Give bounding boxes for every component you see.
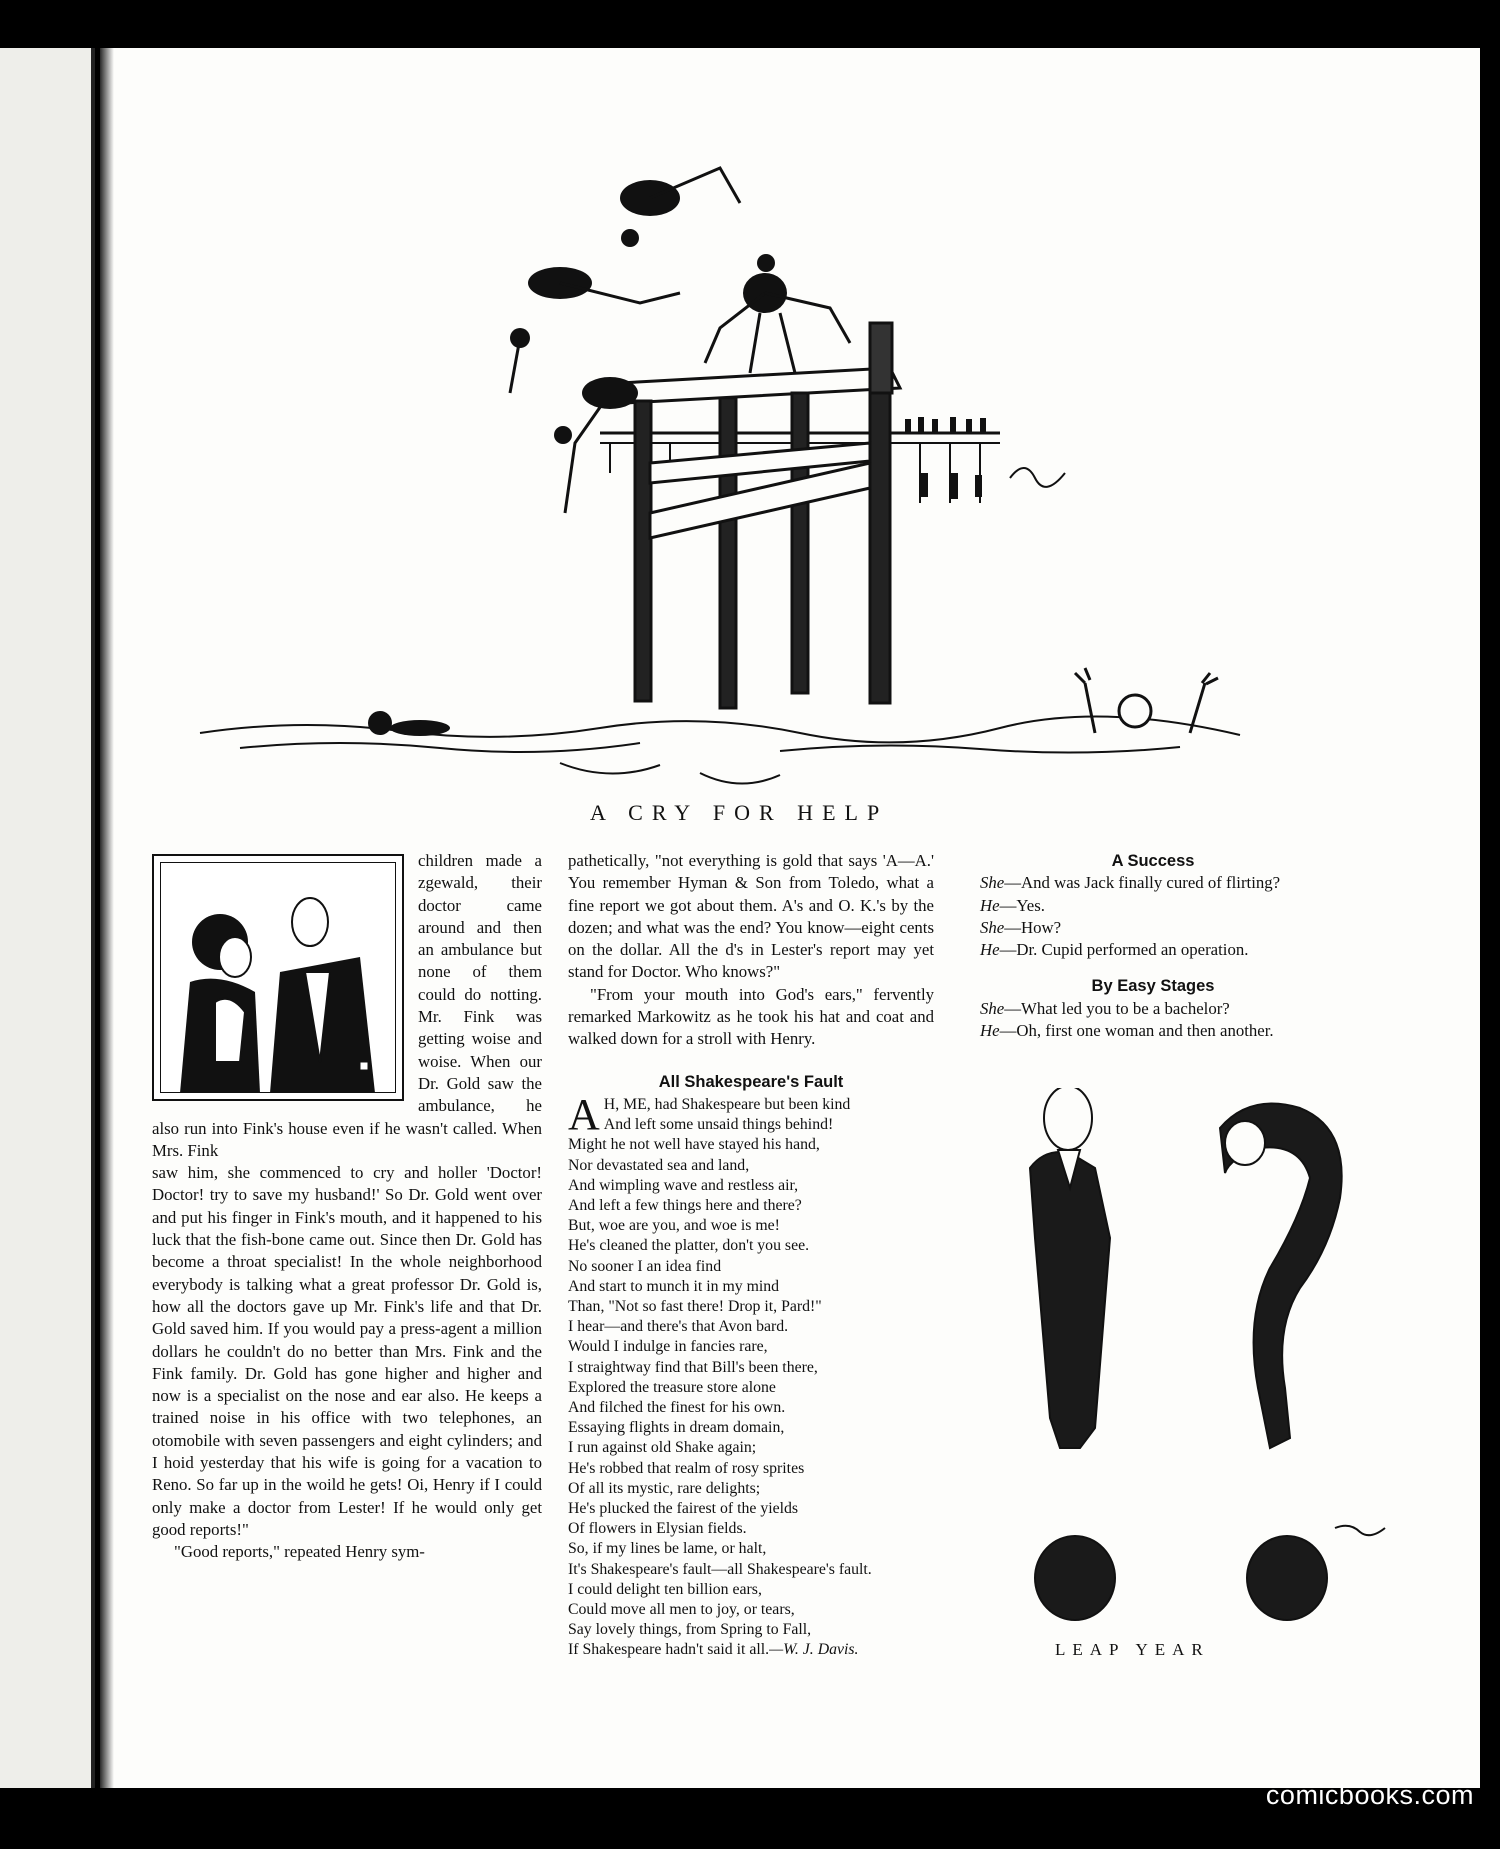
poem-line: And left some unsaid things behind! bbox=[603, 1116, 834, 1134]
magazine-page bbox=[100, 48, 1480, 1788]
poem-line: He's robbed that realm of rosy sprites bbox=[568, 1459, 805, 1477]
dialogue-line: She—And was Jack finally cured of flirting? bbox=[980, 873, 1281, 893]
dialogue-line: He—Oh, first one woman and then another. bbox=[980, 1021, 1274, 1041]
cry-for-help-illustration bbox=[180, 143, 1280, 803]
poem-line: If Shakespeare hadn't said it all.—W. J. Davis. bbox=[568, 1641, 859, 1659]
facing-page-edge bbox=[0, 48, 95, 1788]
dialogue-line: She—How? bbox=[980, 917, 1062, 937]
poem-line: Explored the treasure store alone bbox=[568, 1378, 776, 1396]
poem-author: —W. J. Davis. bbox=[769, 1641, 859, 1659]
dialogue-line: He—Dr. Cupid performed an operation. bbox=[980, 940, 1249, 960]
poem-line: H, ME, had Shakespeare but been kind bbox=[603, 1095, 851, 1113]
poem-line: He's cleaned the platter, don't you see. bbox=[568, 1237, 810, 1255]
poem-line: And wimpling wave and restless air, bbox=[568, 1176, 799, 1194]
poem-line: And filched the finest for his own. bbox=[568, 1399, 786, 1417]
poem-line: I straightway find that Bill's been there, bbox=[568, 1358, 818, 1376]
joke-success bbox=[962, 872, 1344, 961]
leap-year-illustration bbox=[1000, 1088, 1400, 1638]
story-paragraph: pathetically, "not everything is gold that says 'A—A.' You remember Hyman & Son from Toledo, what a fine report we got about them. A's and O. K.'s by the dozen; and what was the end? You know—eight cents on the dollar. All the d's in Lester's report may yet stand for Doctor. Who knows?" bbox=[568, 851, 934, 982]
story-paragraph: "From your mouth into God's ears," fervently remarked Markowitz as he took his hat and coat and walked down for a stroll with Henry. bbox=[568, 984, 934, 1049]
jokes-column bbox=[962, 850, 1344, 1042]
story-paragraph: saw him, she commenced to cry and holler 'Doctor! Doctor! try to save my husband!' So Dr. Gold went over and put his finger in Fink's mouth, and it happened to his luck that the fish-bone came out. Since then Dr. Gold has become a throat specialist! In the whole neighborhood everybody is talking what a great professor Dr. Gold is, how all the doctors gave up Mr. Fink's life and that Dr. Gold saved him. If you would pay a press-agent a million dollars he couldn't do no better than Mrs. Fink and the Fink family. Dr. Gold has gone higher and higher and now is a specialist on the nose and ear also. He keeps a trained noise in his office with two telephones, an otomobile with seven passengers and eight cylinders; and I hoid yesterday that his wife is going for a vacation to Reno. So far up in the woild he gets! Oi, Henry if I could only make a doctor from Lester! If he would only get good reports!" bbox=[152, 1163, 542, 1539]
poem-line: Could move all men to joy, or tears, bbox=[568, 1601, 795, 1619]
joke-stages bbox=[962, 998, 1344, 1043]
story-paragraph: children made a zgewald, their doctor came around and then an ambulance but none of them could do notting. Mr. Fink was getting woise and woise. When our Dr. Gold saw the ambulance, he also run into Fink's house even if he wasn't called. When Mrs. Fink bbox=[152, 851, 542, 1160]
poem-line: I could delight ten billion ears, bbox=[568, 1580, 762, 1598]
site-watermark: comicbooks.com bbox=[1265, 1780, 1474, 1810]
illustration-caption: A CRY FOR HELP bbox=[590, 800, 889, 825]
poem-line: And start to munch it in my mind bbox=[568, 1277, 780, 1295]
poem-line: I run against old Shake again; bbox=[568, 1439, 757, 1457]
poem-line: I hear—and there's that Avon bard. bbox=[568, 1318, 789, 1336]
poem-line: Of flowers in Elysian fields. bbox=[568, 1520, 747, 1538]
story-paragraph: "Good reports," repeated Henry sym- bbox=[174, 1542, 425, 1562]
poem-line: Essaying flights in dream domain, bbox=[568, 1419, 785, 1437]
poem-line: But, woe are you, and woe is me! bbox=[568, 1217, 780, 1235]
poem-line: No sooner I an idea find bbox=[568, 1257, 722, 1275]
doctor-couple-illustration bbox=[152, 854, 404, 1101]
joke-title-success: A Success bbox=[1111, 852, 1195, 870]
poem-title: All Shakespeare's Fault bbox=[658, 1072, 844, 1091]
dialogue-line: She—What led you to be a bachelor? bbox=[980, 998, 1230, 1018]
poem-line: Nor devastated sea and land, bbox=[568, 1156, 750, 1174]
poem-line: Of all its mystic, rare delights; bbox=[568, 1479, 761, 1497]
story-column-1 bbox=[152, 850, 542, 1564]
dialogue-line: He—Yes. bbox=[980, 895, 1045, 915]
poem-line: And left a few things here and there? bbox=[568, 1196, 802, 1214]
poem-line: Say lovely things, from Spring to Fall, bbox=[568, 1621, 812, 1639]
poem-line: It's Shakespeare's fault—all Shakespeare's fault. bbox=[568, 1560, 872, 1578]
leap-year-caption: LEAP YEAR bbox=[1055, 1640, 1210, 1659]
poem-line: He's plucked the fairest of the yields bbox=[568, 1500, 799, 1518]
poem-line: Might he not well have stayed his hand, bbox=[568, 1136, 820, 1154]
poem-dropcap: A bbox=[568, 1089, 600, 1139]
poem-line: Than, "Not so fast there! Drop it, Pard!" bbox=[568, 1298, 822, 1315]
story-column-2 bbox=[568, 850, 934, 1661]
poem-line: Would I indulge in fancies rare, bbox=[568, 1338, 768, 1356]
poem bbox=[568, 1089, 934, 1661]
joke-title-stages: By Easy Stages bbox=[1091, 977, 1215, 996]
poem-line: So, if my lines be lame, or halt, bbox=[568, 1540, 767, 1558]
